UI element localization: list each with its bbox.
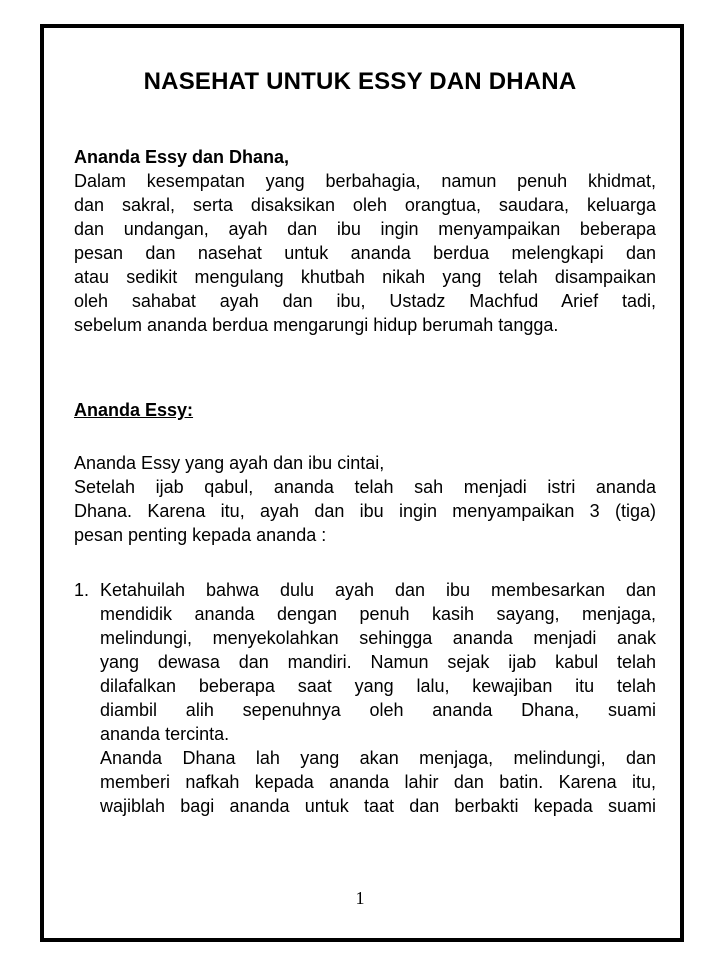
intro-line: oleh sahabat ayah dan ibu, Ustadz Machfud Arief tadi, xyxy=(74,291,656,311)
list-item-number: 1. xyxy=(74,580,90,600)
section-paragraph xyxy=(74,451,656,547)
item-line: Ketahuilah bahwa dulu ayah dan ibu membesarkan dan xyxy=(100,580,656,600)
intro-line: Dalam kesempatan yang berbahagia, namun penuh khidmat, xyxy=(74,171,656,191)
item-line: diambil alih sepenuhnya oleh ananda Dhana, suami xyxy=(100,700,656,720)
list-item-text xyxy=(100,578,656,818)
item-line: wajiblah bagi ananda untuk taat dan berbakti kepada suami xyxy=(100,796,656,816)
page-number: 1 xyxy=(355,888,365,908)
section-line: Dhana. Karena itu, ayah dan ibu ingin menyampaikan 3 (tiga) xyxy=(74,501,656,521)
item-line: memberi nafkah kepada ananda lahir dan batin. Karena itu, xyxy=(100,772,656,792)
section-line: pesan penting kepada ananda : xyxy=(74,525,327,545)
item-line: yang dewasa dan mandiri. Namun sejak ijab kabul telah xyxy=(100,652,656,672)
intro-line: pesan dan nasehat untuk ananda berdua melengkapi dan xyxy=(74,243,656,263)
intro-line: atau sedikit mengulang khutbah nikah yang telah disampaikan xyxy=(74,267,656,287)
section-salutation: Ananda Essy yang ayah dan ibu cintai, xyxy=(74,453,385,473)
intro-paragraph xyxy=(74,145,656,337)
item-line: dilafalkan beberapa saat yang lalu, kewajiban itu telah xyxy=(100,676,656,696)
section-heading: Ananda Essy: xyxy=(74,400,194,420)
item-line: Ananda Dhana lah yang akan menjaga, melindungi, dan xyxy=(100,748,656,768)
item-line: mendidik ananda dengan penuh kasih sayang, menjaga, xyxy=(100,604,656,624)
intro-line: sebelum ananda berdua mengarungi hidup berumah tangga. xyxy=(74,315,559,335)
intro-line: dan undangan, ayah dan ibu ingin menyampaikan beberapa xyxy=(74,219,656,239)
item-line: ananda tercinta. xyxy=(100,724,230,744)
item-line: melindungi, menyekolahkan sehingga ananda menjadi anak xyxy=(100,628,656,648)
greeting: Ananda Essy dan Dhana, xyxy=(74,147,290,167)
intro-line: dan sakral, serta disaksikan oleh orangtua, saudara, keluarga xyxy=(74,195,656,215)
section-line: Setelah ijab qabul, ananda telah sah menjadi istri ananda xyxy=(74,477,656,497)
document-title: NASEHAT UNTUK ESSY DAN DHANA xyxy=(143,68,577,95)
